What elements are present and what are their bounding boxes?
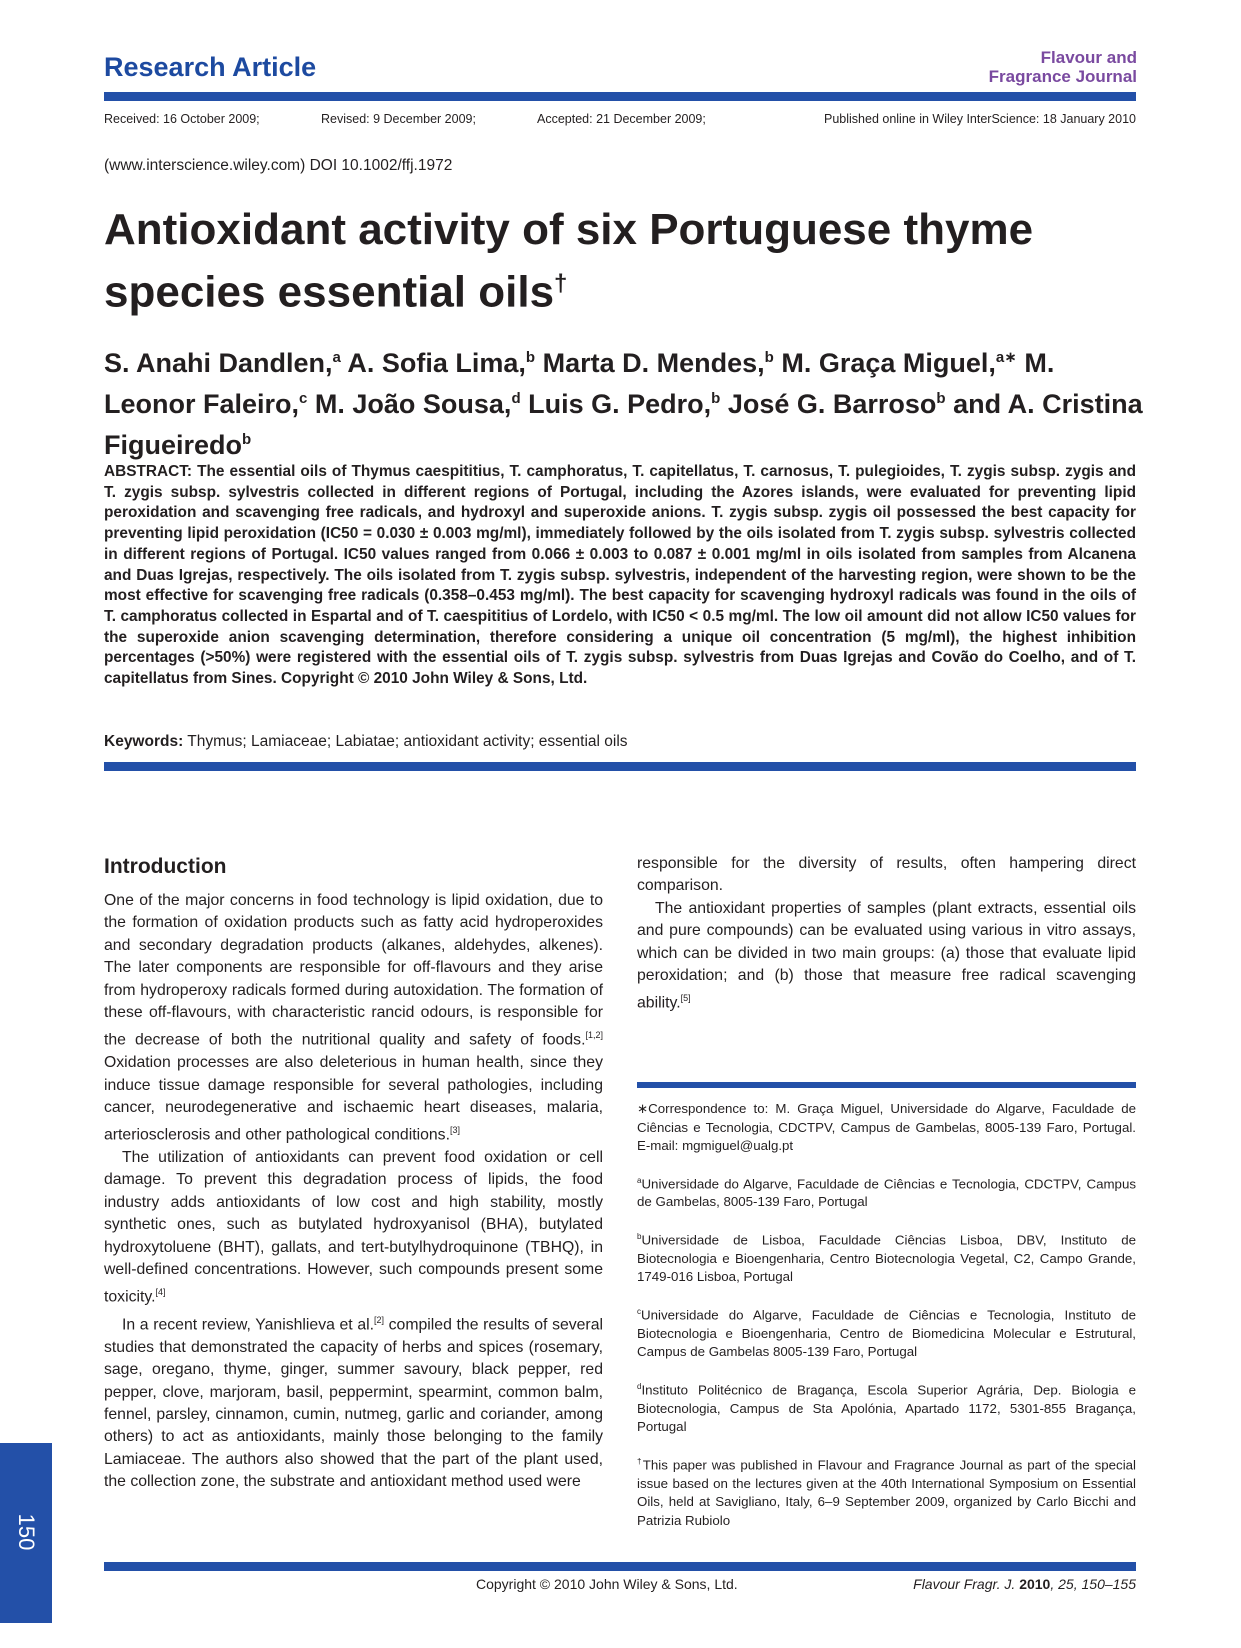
footer-citation: Flavour Fragr. J. 2010, 25, 150–155 (913, 1576, 1136, 1592)
journal-logo-line2: Fragrance Journal (988, 67, 1137, 86)
footnotes (637, 1100, 1136, 1546)
author-name: M. Leonor Faleiro,$^c$ (104, 348, 1055, 419)
citation-ref[interactable]: [3] (449, 1125, 460, 1136)
article-title (104, 203, 1154, 320)
keywords-label: Keywords: (104, 733, 184, 750)
author-list (104, 340, 1144, 463)
citation-ref[interactable]: [2] (374, 1315, 385, 1326)
citation-ref[interactable]: [1,2] (585, 1030, 603, 1041)
intro-paragraph-4: The antioxidant properties of samples (plant extracts, essential oils and pure compounds) can be evaluated using various in vitro assays, which can be divided in two main groups: (a) those that evaluate lipid peroxidation; and (b) those that measure free radical scavenging ability.[5] (637, 899, 1136, 1012)
affiliation-a: $^a$Universidade do Algarve, Faculdade de Ciências e Tecnologia, CDCTPV, Campus de Gambelas, 8005-139 Faro, Portugal (637, 1175, 1136, 1210)
intro-paragraph-3: In a recent review, Yanishlieva et al.[2] compiled the results of several studies that demonstrated the capacity of herbs and spices (rosemary, sage, oregano, thyme, ginger, summer savoury, black pepper, red pepper, clove, marjoram, basil, peppermint, spearmint, common balm, fennel, parsley, cinnamon, cumin, nutmeg, garlic and coriander, among others) to act as antioxidants, mainly those belonging to the family Lamiaceae. The authors also showed that the part of the plant used, the collection zone, the substrate and antioxidant method used were (104, 1315, 603, 1491)
affiliation-c: $^c$Universidade do Algarve, Faculdade de Ciências e Tecnologia, Instituto de Biotecnologia e Bioengenharia, Centro de Biomedicina Molecular e Estrutural, Campus de Gambelas 8005-139 Faro, Portugal (637, 1306, 1136, 1360)
intro-paragraph-3-cont: responsible for the diversity of results, often hampering direct comparison. (637, 855, 1136, 895)
author-name: Luis G. Pedro,$^b$ (528, 389, 721, 419)
title-dagger: † (554, 270, 568, 297)
published-date: Published online in Wiley InterScience: 18 January 2010 (824, 112, 1136, 126)
author-name: M. João Sousa,$^d$ (314, 389, 521, 419)
citation-ref[interactable]: [5] (680, 993, 691, 1004)
affiliation-b: $^b$Universidade de Lisboa, Faculdade Ciências Lisboa, DBV, Instituto de Biotecnologia e Bioengenharia, Centro Biotecnologia Vegetal, C2, Campo Grande, 1749-016 Lisboa, Portugal (637, 1231, 1136, 1285)
author-name: José G. Barroso$^b$ (727, 389, 946, 419)
right-column (637, 853, 1136, 1015)
accepted-date: Accepted: 21 December 2009; (537, 112, 706, 126)
footnote-rule (637, 1082, 1136, 1088)
top-rule (104, 92, 1136, 101)
author-name: and A. Cristina Figueiredo$^b$ (104, 389, 1143, 460)
intro-paragraph-2: The utilization of antioxidants can prevent food oxidation or cell damage. To prevent this degradation process of lipids, the food industry adds antioxidants of low cost and high stability, mostly synthetic ones, such as butylated hydroxyanisol (BHA), butylated hydroxytoluene (BHT), gallats, and tert-butylhydroquinone (TBHQ), in well-defined concentrations. However, such compounds present some toxicity.[4] (104, 1149, 603, 1306)
author-name: Marta D. Mendes,$^b$ (542, 348, 774, 378)
footer-copyright: Copyright © 2010 John Wiley & Sons, Ltd. (476, 1576, 738, 1592)
abstract: ABSTRACT: The essential oils of Thymus caespititius, T. camphoratus, T. capitellatus, T. carnosus, T. pulegioides, T. zygis subsp. zygis and T. zygis subsp. sylvestris collected in different regions of Portugal, including the Azores islands, were evaluated for preventing lipid peroxidation and scavenging free radicals, and hydroxyl and superoxide anions. T. zygis subsp. zygis oil possessed the best capacity for preventing lipid peroxidation (IC50 = 0.030 ± 0.003 mg/ml), immediately followed by the oils isolated from T. zygis subsp. sylvestris collected in different regions of Portugal. IC50 values ranged from 0.066 ± 0.003 to 0.087 ± 0.001 mg/ml in oils isolated from samples from Alcanena and Duas Igrejas, respectively. The oils isolated from T. zygis subsp. sylvestris, independent of the harvesting region, were shown to be the most effective for scavenging free radicals (0.358–0.453 mg/ml). The best capacity for scavenging hydroxyl radicals was found in the oils of T. camphoratus collected in Espartal and of T. caespititius of Lordelo, with IC50 < 0.5 mg/ml. The low oil amount did not allow IC50 values for the superoxide anion scavenging determination, therefore considering a unique oil concentration (5 mg/ml), the highest inhibition percentages (>50%) were registered with the essential oils of T. zygis subsp. sylvestris from Duas Igrejas and Covão do Coelho, and of T. capitellatus from Sines. Copyright © 2010 John Wiley & Sons, Ltd. (104, 463, 1136, 688)
title-line-1: Antioxidant activity of six Portuguese thyme (104, 205, 1034, 254)
journal-logo-line1: Flavour and (1040, 48, 1137, 67)
keywords (104, 733, 628, 751)
title-line-2: species essential oils† (104, 267, 568, 317)
correspondence-note: ∗Correspondence to: M. Graça Miguel, Universidade do Algarve, Faculdade de Ciências e Tecnologia, CDCTPV, Campus de Gambelas, 8005-139 Faro, Portugal. E-mail: mgmiguel@ualg.pt (637, 1101, 1136, 1153)
author-name: M. Graça Miguel,$^{a∗}$ (781, 348, 1017, 378)
journal-logo (989, 48, 1137, 86)
author-name: A. Sofia Lima,$^b$ (347, 348, 536, 378)
section-label: Research Article (104, 52, 317, 82)
introduction-heading: Introduction (104, 855, 227, 878)
doi-line[interactable]: (www.interscience.wiley.com) DOI 10.1002/ffj.1972 (104, 157, 453, 174)
received-date: Received: 16 October 2009; (104, 112, 260, 126)
dagger-note: †This paper was published in Flavour and Fragrance Journal as part of the special issue based on the lectures given at the 40th International Symposium on Essential Oils, held at Savigliano, Italy, 6–9 September 2009, organized by Carlo Bicchi and Patrizia Rubiolo (637, 1456, 1137, 1528)
citation-ref[interactable]: [4] (155, 1287, 166, 1298)
keywords-text: Thymus; Lamiaceae; Labiatae; antioxidant activity; essential oils (187, 733, 628, 750)
bottom-rule (104, 1562, 1136, 1571)
left-column (104, 890, 603, 1494)
intro-paragraph-1: One of the major concerns in food technology is lipid oxidation, due to the formation of oxidation products such as fatty acid hydroperoxides and secondary degradation products (alkanes, aldehydes, alkenes). The later components are responsible for off-flavours and they arise from hydroperoxy radicals formed during autoxidation. The formation of these off-flavours, with characteristic rancid odours, is responsible for the decrease of both the nutritional quality and safety of foods.[1,2] Oxidation processes are also deleterious in human health, since they induce tissue damage responsible for several pathologies, including cancer, neurodegenerative and ischaemic heart diseases, malaria, arteriosclerosis and other pathological conditions.[3] (104, 892, 603, 1144)
page-number: 150 (14, 1513, 39, 1551)
mid-rule (104, 762, 1136, 771)
affiliation-d: $^d$Instituto Politécnico de Bragança, Escola Superior Agrária, Dep. Biologia e Biotecnologia, Campus de Sta Apolónia, Apartado 1172, 5301-855 Bragança, Portugal (637, 1381, 1136, 1435)
revised-date: Revised: 9 December 2009; (321, 112, 476, 126)
author-name: S. Anahi Dandlen,$^a$ (104, 348, 341, 378)
